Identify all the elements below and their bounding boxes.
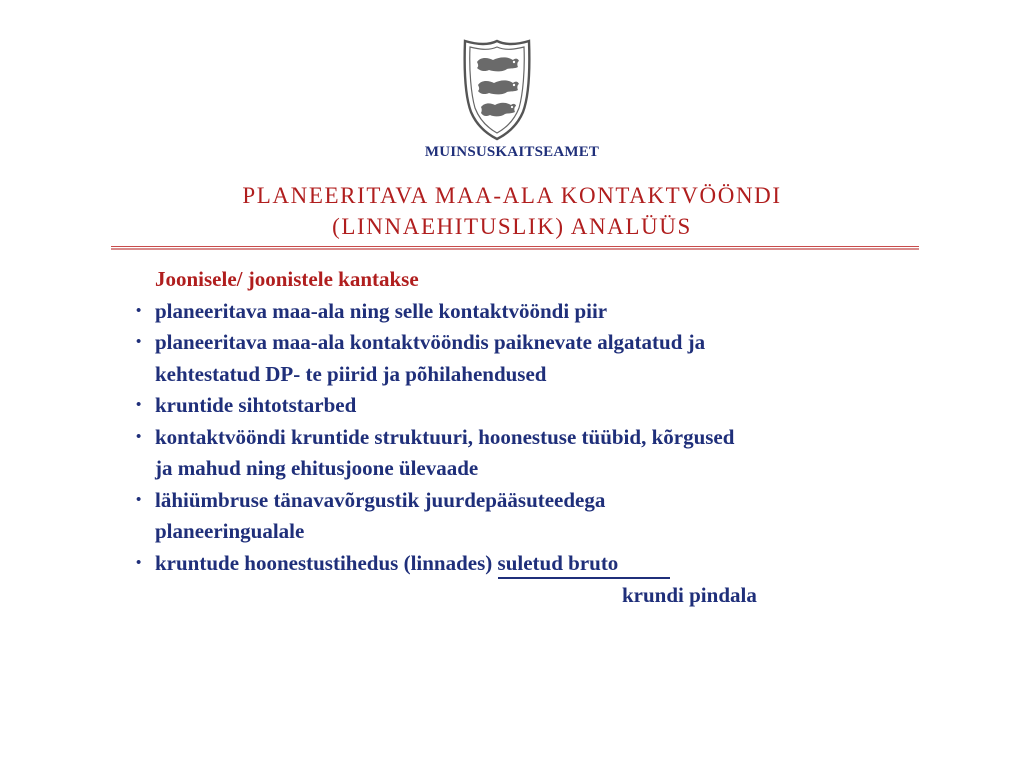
list-item-line: planeeringualale [155,519,305,543]
list-item-line: lähiümbruse tänavavõrgustik juurdepääsuteedega [155,487,606,512]
list-item [131,548,931,612]
fraction-bar [498,577,670,579]
list-item-line [155,548,931,581]
list-item [131,390,931,422]
fraction-denominator: krundi pindala [622,583,757,607]
estonian-coat-of-arms-icon [461,38,533,142]
title-line-1: PLANEERITAVA MAA-ALA KONTAKTVÖÖNDI [242,183,782,208]
title-divider [111,246,919,250]
bullet-icon: • [136,397,142,413]
bullet-icon: • [136,491,142,508]
list-item [131,296,931,328]
page-title [0,180,1024,242]
fraction-numerator: suletud bruto [497,550,619,575]
list-item-line: ja mahud ning ehitusjoone ülevaade [155,456,479,480]
title-line-2: (LINNAEHITUSLIK) ANALÜÜS [332,214,692,239]
list-item-line: planeeritava maa-ala ning selle kontaktvööndi piir [155,298,608,323]
list-item-line: kontaktvööndi kruntide struktuuri, hoonestuse tüübid, kõrgused [155,424,735,449]
list-item [131,327,931,390]
list-item-line: planeeritava maa-ala kontaktvööndis paiknevate algatatud ja [155,330,706,354]
list-item-line: kruntide sihtotstarbed [155,393,357,417]
bullet-icon: • [136,428,142,445]
organization-name: MUINSUSKAITSEAMET [424,144,600,160]
density-label: kruntude hoonestustihedus (linnades) [155,550,498,575]
bullet-list [131,296,931,612]
list-item-line: kehtestatud DP- te piirid ja põhilahendused [155,361,547,386]
list-item [131,485,931,548]
bullet-icon: • [136,302,142,319]
density-fraction [498,548,619,581]
list-item [131,422,931,485]
intro-text: Joonisele/ joonistele kantakse [155,267,419,291]
slide-content [131,264,931,612]
bullet-icon: • [136,554,142,571]
bullet-icon: • [136,334,142,350]
